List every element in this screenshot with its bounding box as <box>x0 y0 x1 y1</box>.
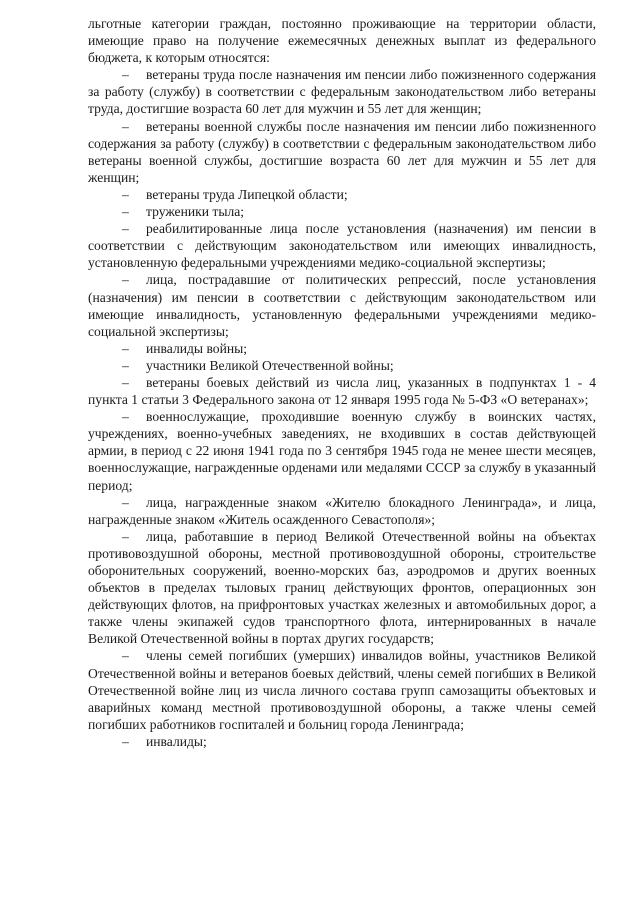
list-item-text: лица, награжденные знаком «Жителю блокадного Ленинграда», и лица, награжденные знаком «Житель осажденного Севастополя»; <box>88 494 596 527</box>
list-item <box>88 408 596 493</box>
list-item-text: инвалиды; <box>146 733 207 749</box>
dash-bullet: – <box>122 186 129 202</box>
list-item-text: военнослужащие, проходившие военную службу в воинских частях, учреждениях, военно-учебных заведениях, не входивших в состав действующей армии, в период с 22 июня 1941 года по 3 сентября 1945 года не менее шести месяцев, военнослужащие, награжденные орденами или медалями СССР за службу в указанный период; <box>88 409 596 493</box>
list-item <box>88 357 596 374</box>
list-item <box>88 528 596 648</box>
list-item <box>88 374 596 408</box>
list-item <box>88 203 596 220</box>
list-item <box>88 186 596 203</box>
dash-bullet: – <box>122 648 129 664</box>
list-item <box>88 66 596 117</box>
dash-bullet: – <box>122 118 129 134</box>
dash-bullet: – <box>122 221 129 237</box>
list-item <box>88 647 596 732</box>
dash-bullet: – <box>122 357 129 373</box>
document-page <box>88 15 596 750</box>
list-item <box>88 220 596 271</box>
list-item-text: реабилитированные лица после установления (назначения) им пенсии в соответствии с действующим законодательством или имеющих инвалидность, установленную федеральными учреждениями медико-социальной экспертизы; <box>88 221 596 271</box>
list-item-text: ветераны труда Липецкой области; <box>146 186 348 202</box>
list-item-text: лица, пострадавшие от политических репрессий, после установления (назначения) им пенсии в соответствии с действующим законодательством или имеющие инвалидность, установленную федеральными учреждениями медико-социальной экспертизы; <box>88 272 596 339</box>
dash-bullet: – <box>122 67 129 83</box>
list-item-text: члены семей погибших (умерших) инвалидов войны, участников Великой Отечественной войны и ветеранов боевых действий, члены семей погибших в Великой Отечественной войне лиц из числа личного состава групп самозащиты объектовых и аварийных команд местной противовоздушной обороны, а также члены семей погибших работников госпиталей и больниц города Ленинграда; <box>88 648 596 732</box>
list-item <box>88 271 596 339</box>
dash-bullet: – <box>122 528 129 544</box>
list-item-text: лица, работавшие в период Великой Отечественной войны на объектах противовоздушной обороны, местной противовоздушной обороны, строительстве оборонительных сооружений, военно-морских баз, аэродромов и других военных объектов в пределах тыловых границ действующих фронтов, операционных зон действующих флотов, на прифронтовых участках железных и автомобильных дорог, а также члены экипажей судов транспортного флота, интернированных в начале Великой Отечественной войны в портах других государств; <box>88 528 596 647</box>
list-item-text: труженики тыла; <box>146 204 245 220</box>
dash-bullet: – <box>122 204 129 220</box>
dash-bullet: – <box>122 494 129 510</box>
list-item-text: инвалиды войны; <box>146 340 248 356</box>
list-item <box>88 494 596 528</box>
list-item-text: ветераны труда после назначения им пенсии либо пожизненного содержания за работу (службу) в соответствии с федеральным законодательством либо ветераны труда, достигшие возраста 60 лет для мужчин и 55 лет для женщин; <box>88 67 596 117</box>
list-item <box>88 733 596 750</box>
list-item <box>88 118 596 186</box>
list-item-text: ветераны боевых действий из числа лиц, указанных в подпунктах 1 - 4 пункта 1 статьи 3 Федерального закона от 12 января 1995 года № 5-ФЗ «О ветеранах»; <box>88 374 596 408</box>
dash-bullet: – <box>122 374 129 390</box>
dash-bullet: – <box>122 272 129 288</box>
list-item-text: участники Великой Отечественной войны; <box>146 357 394 373</box>
dash-bullet: – <box>122 409 129 425</box>
dash-bullet: – <box>122 733 129 749</box>
intro-paragraph: льготные категории граждан, постоянно проживающие на территории области, имеющие право на получение ежемесячных денежных выплат из федерального бюджета, к которым относятся: <box>88 16 596 66</box>
dash-bullet: – <box>122 340 129 356</box>
list-item <box>88 340 596 357</box>
list-item-text: ветераны военной службы после назначения им пенсии либо пожизненного содержания за работу (службу) в соответствии с федеральным законодательством либо ветераны военной службы, достигшие возраста 60 лет для мужчин и 55 лет для женщин; <box>88 118 596 185</box>
